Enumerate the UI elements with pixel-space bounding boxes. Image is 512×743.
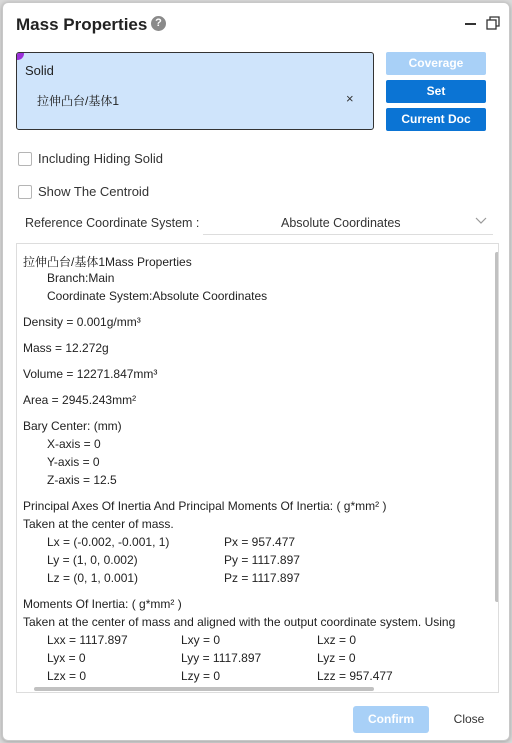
report-density: Density = 0.001g/mm³ — [23, 315, 141, 329]
selection-marker — [16, 52, 24, 60]
solid-selection-box[interactable] — [16, 52, 374, 130]
mass-properties-report[interactable] — [16, 243, 499, 693]
show-centroid-checkbox[interactable] — [18, 185, 32, 199]
report-principal-sub: Taken at the center of mass. — [23, 517, 174, 531]
selected-solid-item[interactable]: 拉伸凸台/基体1 — [37, 94, 120, 108]
close-button[interactable]: Close — [453, 712, 485, 726]
chevron-down-icon — [475, 214, 487, 226]
report-coordinate-system: Coordinate System:Absolute Coordinates — [47, 289, 268, 303]
report-py: Py = 1117.897 — [224, 553, 300, 567]
report-lz: Lz = (0, 1, 0.001) — [47, 571, 139, 585]
report-lyx: Lyx = 0 — [47, 651, 86, 665]
current-doc-button[interactable]: Current Doc — [386, 108, 486, 131]
report-lzy: Lzy = 0 — [181, 669, 221, 683]
report-z-axis: Z-axis = 12.5 — [47, 473, 117, 487]
report-branch: Branch:Main — [47, 271, 115, 285]
reference-coordinate-label: Reference Coordinate System : — [25, 216, 200, 230]
report-principal-title: Principal Axes Of Inertia And Principal Moments Of Inertia: ( g*mm² ) — [23, 499, 387, 513]
dialog-title: Mass Properties — [16, 15, 148, 34]
report-volume: Volume = 12271.847mm³ — [23, 367, 158, 381]
mass-properties-dialog — [2, 2, 510, 741]
help-icon[interactable]: ? — [151, 16, 166, 31]
reference-coordinate-value: Absolute Coordinates — [281, 216, 401, 230]
reference-coordinate-select[interactable] — [203, 209, 493, 235]
including-hiding-option[interactable] — [18, 150, 163, 166]
report-y-axis: Y-axis = 0 — [47, 455, 100, 469]
report-ly: Ly = (1, 0, 0.002) — [47, 553, 138, 567]
report-mass: Mass = 12.272g — [23, 341, 109, 355]
close-icon[interactable]: × — [346, 91, 354, 106]
report-lzx: Lzx = 0 — [47, 669, 87, 683]
report-lyz: Lyz = 0 — [317, 651, 356, 665]
report-px: Px = 957.477 — [224, 535, 296, 549]
report-lzz: Lzz = 957.477 — [317, 669, 393, 683]
vertical-scrollbar[interactable] — [495, 252, 499, 602]
report-lyy: Lyy = 1117.897 — [181, 651, 262, 665]
show-centroid-option[interactable] — [18, 183, 149, 199]
report-lx: Lx = (-0.002, -0.001, 1) — [47, 535, 170, 549]
report-header: 拉伸凸台/基体1Mass Properties — [23, 255, 192, 269]
report-lxz: Lxz = 0 — [317, 633, 357, 647]
report-moments-title: Moments Of Inertia: ( g*mm² ) — [23, 597, 182, 611]
solid-label: Solid — [25, 63, 54, 78]
minimize-icon[interactable] — [465, 23, 476, 25]
report-pz: Pz = 1117.897 — [224, 571, 300, 585]
show-centroid-label: Show The Centroid — [38, 184, 150, 200]
report-x-axis: X-axis = 0 — [47, 437, 101, 451]
coverage-button[interactable]: Coverage — [386, 52, 486, 75]
including-hiding-checkbox[interactable] — [18, 152, 32, 166]
confirm-button[interactable]: Confirm — [353, 706, 429, 733]
report-lxx: Lxx = 1117.897 — [47, 633, 128, 647]
horizontal-scrollbar[interactable] — [34, 687, 374, 691]
report-bary-center: Bary Center: (mm) — [23, 419, 122, 433]
report-area: Area = 2945.243mm² — [23, 393, 137, 407]
set-button[interactable]: Set — [386, 80, 486, 103]
including-hiding-label: Including Hiding Solid — [38, 151, 164, 167]
restore-icon[interactable] — [486, 16, 500, 30]
report-moments-sub: Taken at the center of mass and aligned with the output coordinate system. Using — [23, 615, 456, 629]
report-lxy: Lxy = 0 — [181, 633, 221, 647]
